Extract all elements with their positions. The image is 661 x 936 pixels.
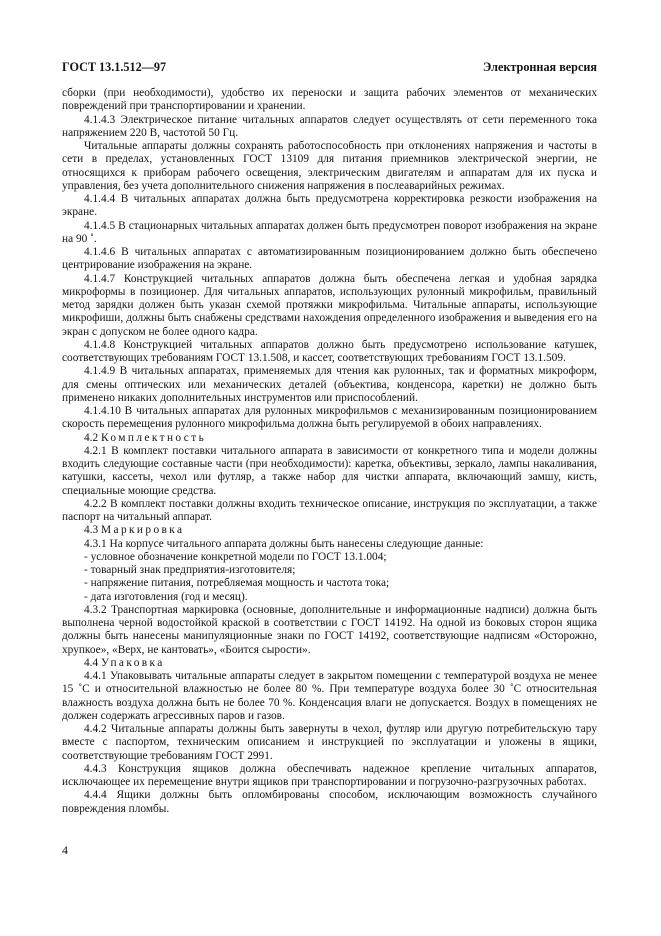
section-number: 4.2 <box>84 431 99 444</box>
paragraph: 4.1.4.10 В читальных аппаратах для рулонных микрофильмов с механизированным позиционированием скорость перемещения рулонного микрофильма должна быть регулируемой в обоих направлениях. <box>62 405 597 431</box>
section-heading <box>62 657 597 670</box>
paragraph: 4.1.4.7 Конструкцией читальных аппаратов должна быть обеспечена легкая и удобная зарядка микроформы в позиционер. Для читальных аппаратов, использующих рулонный микрофильм, правильный метод зарядки должен быть указан схемой протяжки микрофильма. Читальные аппараты, использующие микрофиши, должны быть снабжены средствами нахождения определенного изображения и выведения его на экран с допуском не более одного кадра. <box>62 272 597 338</box>
paragraph: 4.3.2 Транспортная маркировка (основные, дополнительные и информационные надписи) должна быть выполнена черной водостойкой краской в соответствии с ГОСТ 14192. На одной из боковых сторон ящика должны быть нанесены манипуляционные знаки по ГОСТ 14192, соответствующие надписям «Осторожно, хрупкое», «Верх, не кантовать», «Боится сырости». <box>62 603 597 656</box>
paragraph: 4.4.4 Ящики должны быть опломбированы способом, исключающим возможность случайного повреждения пломбы. <box>62 789 597 815</box>
page-number: 4 <box>62 843 68 857</box>
paragraph: 4.2.2 В комплект поставки должны входить техническое описание, инструкция по эксплуатации, а также паспорт на читальный аппарат. <box>62 497 597 523</box>
section-number: 4.4 <box>84 656 99 669</box>
paragraph: 4.4.3 Конструкция ящиков должна обеспечивать надежное крепление читальных аппаратов, исключающее их перемещение внутри ящиков при транспортировании и погрузочно-разгрузочных работах. <box>62 762 597 788</box>
document-body <box>62 87 597 816</box>
section-title: Маркировка <box>101 524 185 537</box>
paragraph: 4.4.2 Читальные аппараты должны быть завернуты в чехол, футляр или другую потребительскую тару вместе с паспортом, техническим описанием и инструкцией по эксплуатации и уложены в ящики, соответствующие требованиям ГОСТ 2991. <box>62 723 597 762</box>
paragraph: 4.1.4.8 Конструкцией читальных аппаратов должно быть предусмотрено использование катушек, соответствующих требованиям ГОСТ 13.1.508, и кассет, соответствующих требованиям ГОСТ 13.1.509. <box>62 338 597 364</box>
list-item: - условное обозначение конкретной модели по ГОСТ 13.1.004; <box>84 550 387 563</box>
paragraph: 4.1.4.6 В читальных аппаратах с автоматизированным позиционированием должно быть обеспечено центрирование изображения на экране. <box>62 246 597 272</box>
paragraph: сборки (при необходимости), удобство их переноски и защита рабочих элементов от механических повреждений при транспортировании и хранении. <box>62 87 597 113</box>
paragraph: 4.1.4.9 В читальных аппаратах, применяемых для чтения как рулонных, так и форматных микроформ, для смены оптических или механических деталей (объектива, конденсора, каретки) не должно быть применено никаких дополнительных инструментов или приспособлений. <box>62 365 597 404</box>
paragraph: 4.3.1 На корпусе читального аппарата должны быть нанесены следующие данные: <box>84 537 484 550</box>
document-code: ГОСТ 13.1.512—97 <box>62 60 167 74</box>
paragraph: 4.4.1 Упаковывать читальные аппараты следует в закрытом помещении с температурой воздуха не менее 15 ˚С и относительной влажностью не более 80 %. При температуре воздуха более 30 ˚С относительная влажность воздуха должна быть не более 70 %. Конденсация влаги не допускается. Воздух в помещениях не должен содержать агрессивных паров и газов. <box>62 670 597 722</box>
paragraph: 4.2.1 В комплект поставки читального аппарата в зависимости от конкретного типа и модели должны входить следующие составные части (при необходимости): каретка, объективы, зеркало, лампы накаливания, катушки, кассеты, чехол или футляр, а также набор для чистки аппарата, включающий замшу, кисть, специальные моющие средства. <box>62 444 597 497</box>
list-item: - дата изготовления (год и месяц). <box>84 590 248 603</box>
paragraph: 4.1.4.5 В стационарных читальных аппаратах должен быть предусмотрен поворот изображения на экране на 90 ˚. <box>62 219 597 245</box>
section-heading <box>62 432 597 445</box>
section-number: 4.3 <box>84 524 99 537</box>
paragraph: Читальные аппараты должны сохранять работоспособность при отклонениях напряжения и частоты в сети в пределах, установленных ГОСТ 13109 для питания приемников электрической энергии, не относящихся к приборам рабочего освещения, электрическим двигателям и аппаратам для их пуска и управления, без учета дополнительного снижения напряжения в послеаварийных режимах. <box>62 140 597 192</box>
version-label: Электронная версия <box>483 60 597 74</box>
paragraph: 4.1.4.4 В читальных аппаратах должна быть предусмотрена корректировка резкости изображения на экране. <box>62 193 597 219</box>
section-heading <box>62 524 597 537</box>
section-title: Комплектность <box>101 431 207 444</box>
list-item: - напряжение питания, потребляемая мощность и частота тока; <box>84 577 390 590</box>
paragraph: 4.1.4.3 Электрическое питание читальных аппаратов следует осуществлять от сети переменного тока напряжением 220 В, частотой 50 Гц. <box>62 113 597 139</box>
list-item: - товарный знак предприятия-изготовителя; <box>84 564 296 576</box>
section-title: Упаковка <box>101 656 165 669</box>
